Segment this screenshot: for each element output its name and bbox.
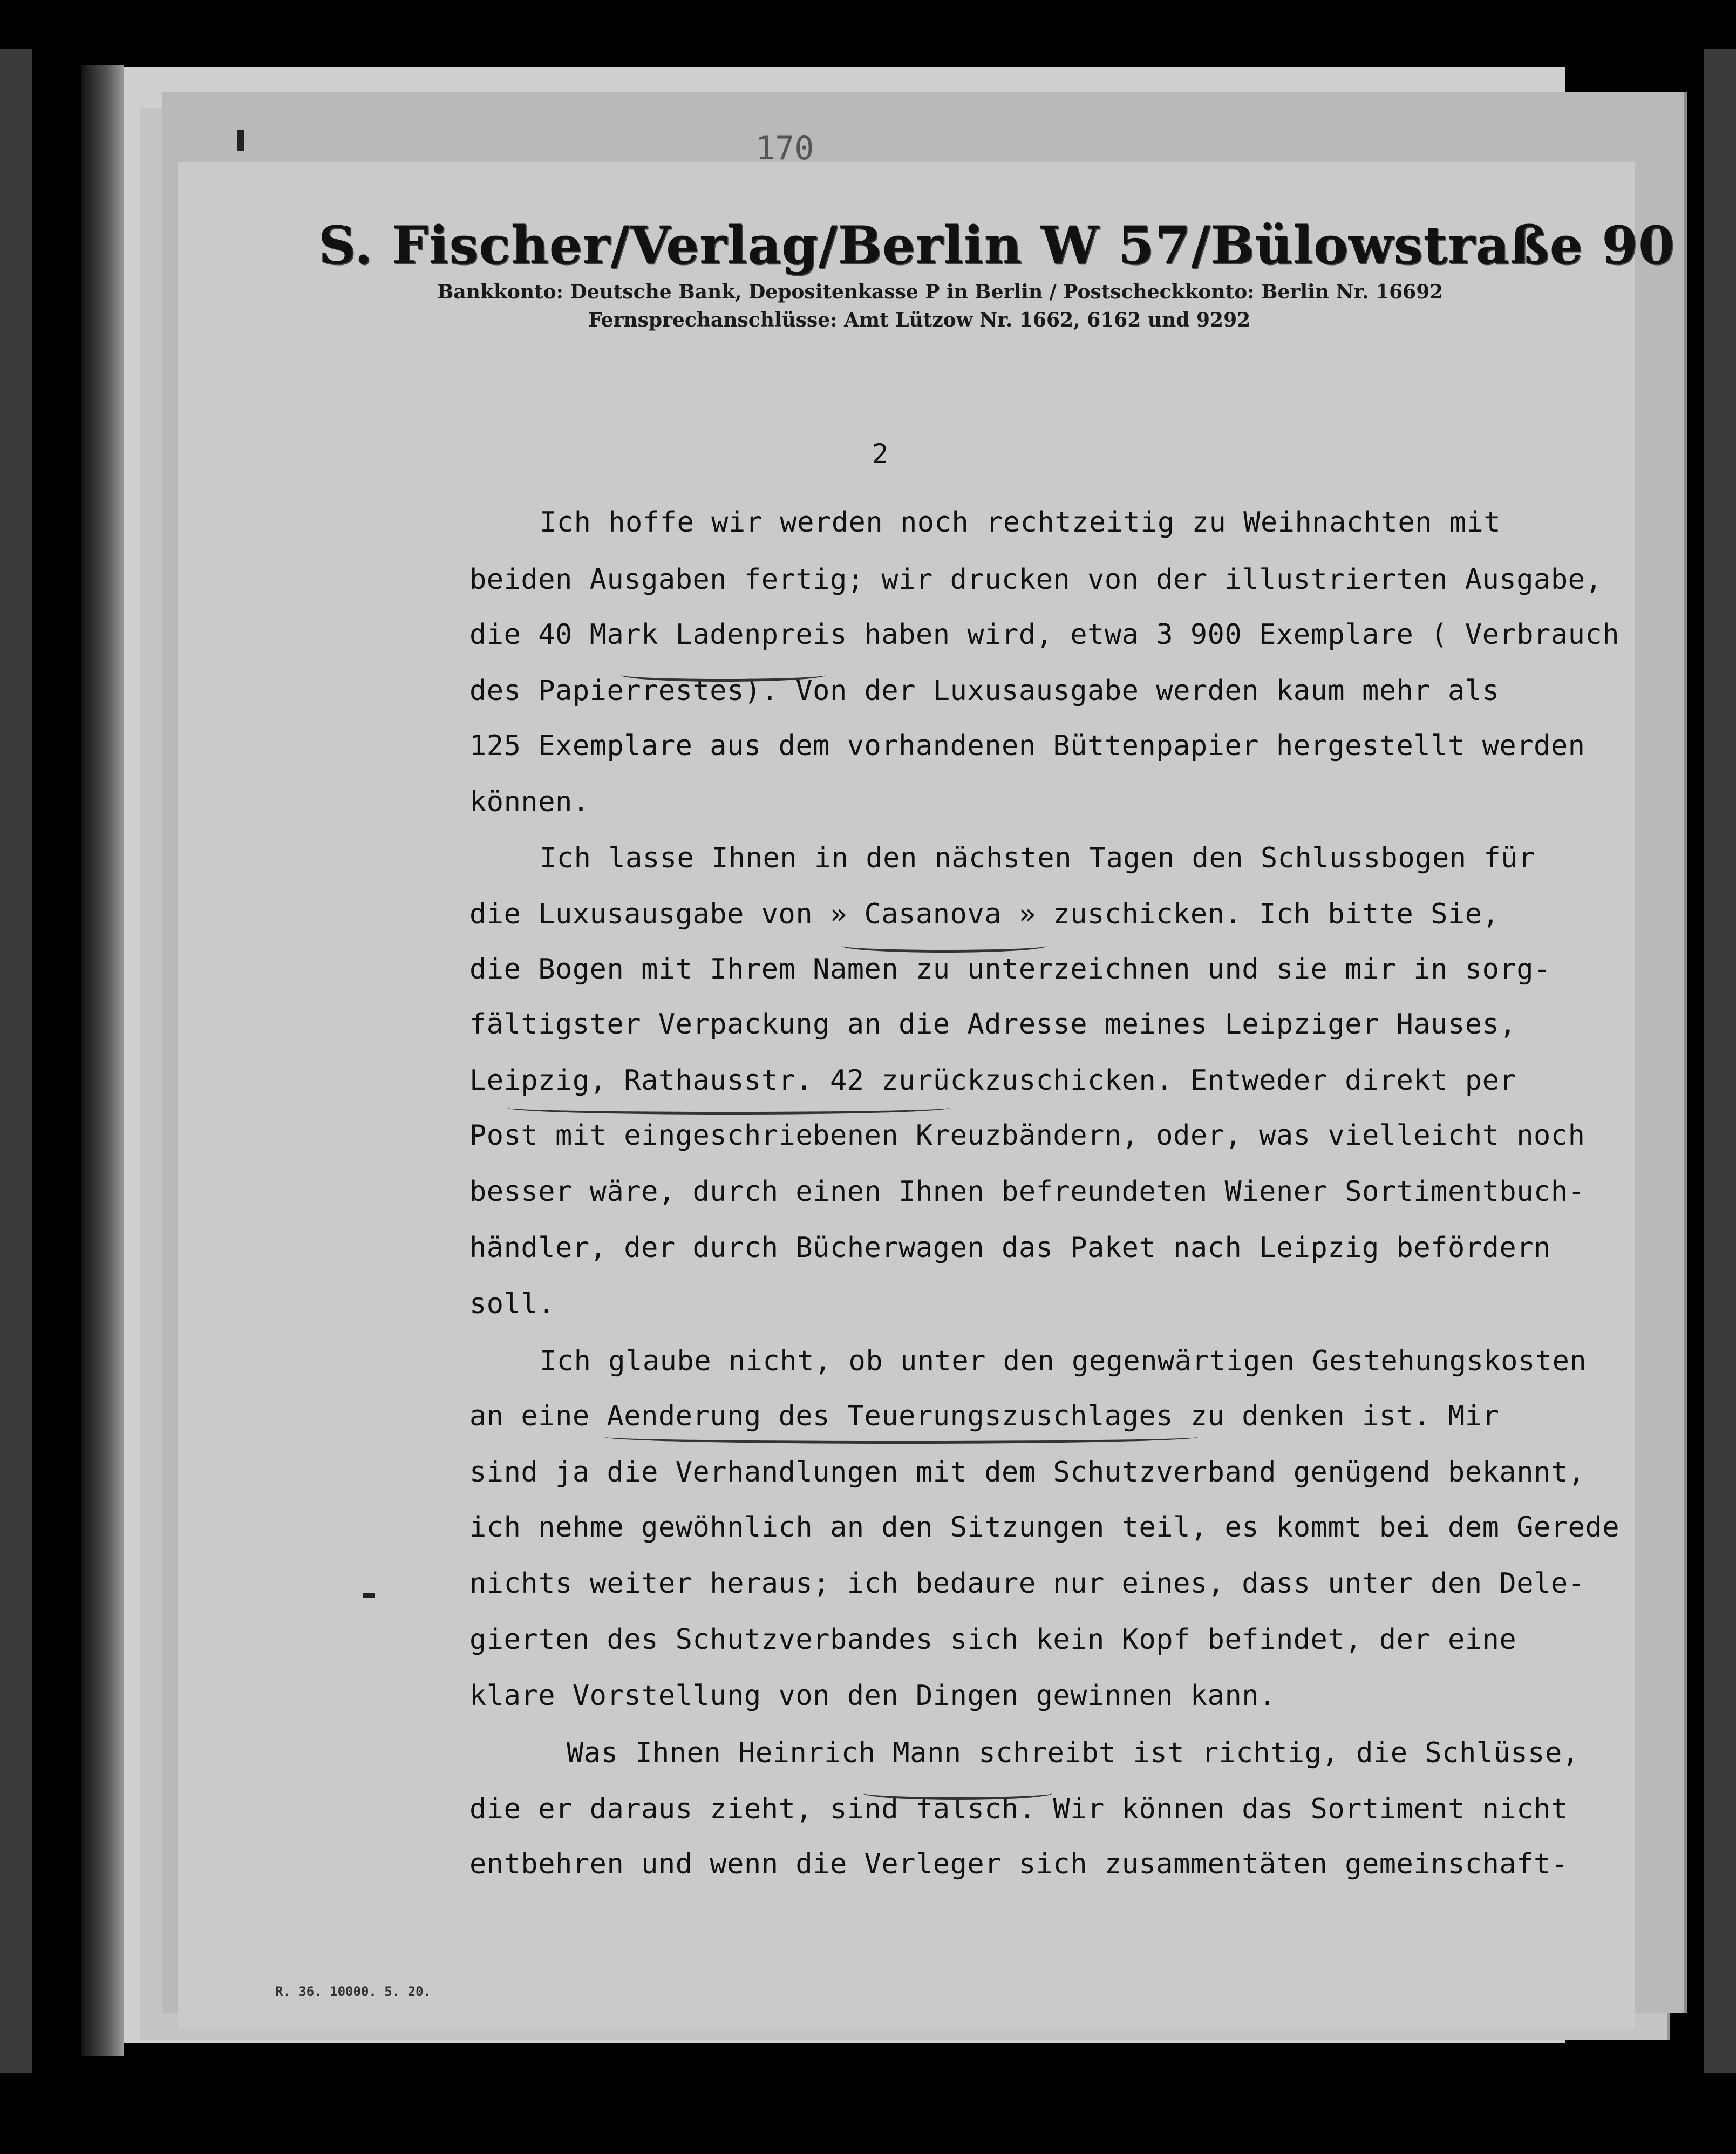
paper-clip-mark	[237, 130, 244, 151]
body-line: Leipzig, Rathausstr. 42 zurückzuschicken. Entweder direkt per	[469, 1064, 1517, 1097]
body-line: beiden Ausgaben fertig; wir drucken von der illustrierten Ausgabe,	[469, 563, 1603, 596]
body-line: händler, der durch Bücherwagen das Paket nach Leipzig befördern	[469, 1232, 1551, 1264]
body-line: die Bogen mit Ihrem Namen zu unterzeichnen und sie mir in sorg-	[469, 953, 1551, 986]
paper-stack-edge	[81, 65, 124, 2056]
body-line: des Papierrestes). Von der Luxusausgabe werden kaum mehr als	[469, 675, 1500, 707]
body-line: die er daraus zieht, sind falsch. Wir können das Sortiment nicht	[469, 1793, 1568, 1825]
body-line: nichts weiter heraus; ich bedaure nur eines, dass unter den Dele-	[469, 1567, 1585, 1600]
body-line: Ich glaube nicht, ob unter den gegenwärtigen Gestehungskosten	[540, 1345, 1587, 1377]
body-line: gierten des Schutzverbandes sich kein Kopf befindet, der eine	[469, 1623, 1517, 1656]
pencil-underline	[863, 1786, 1052, 1800]
page-number: 2	[872, 438, 889, 470]
pencil-underline	[604, 1430, 1198, 1444]
letterhead-phone-line: Fernsprechanschlüsse: Amt Lützow Nr. 1662, 6162 und 9292	[588, 309, 1251, 331]
body-line: Was Ihnen Heinrich Mann schreibt ist richtig, die Schlüsse,	[567, 1737, 1580, 1769]
body-line: Post mit eingeschriebenen Kreuzbändern, oder, was vielleicht noch	[469, 1119, 1585, 1152]
body-line: Ich hoffe wir werden noch rechtzeitig zu Weihnachten mit	[540, 506, 1501, 539]
body-line: die Luxusausgabe von » Casanova » zuschicken. Ich bitte Sie,	[469, 898, 1500, 930]
body-line: Ich lasse Ihnen in den nächsten Tagen den Schlussbogen für	[540, 842, 1535, 874]
body-line: können.	[469, 786, 590, 818]
print-run-mark: R. 36. 10000. 5. 20.	[275, 1984, 431, 1999]
body-line: die 40 Mark Ladenpreis haben wird, etwa 3 900 Exemplare ( Verbrauch	[469, 619, 1620, 651]
letterhead-title: S. Fischer/Verlag/Berlin W 57/Bülowstraße 90	[318, 215, 1675, 276]
body-line: ich nehme gewöhnlich an den Sitzungen teil, es kommt bei dem Gerede	[469, 1511, 1620, 1544]
body-line: entbehren und wenn die Verleger sich zusammentäten gemeinschaft-	[469, 1848, 1568, 1880]
body-line: an eine Aenderung des Teuerungszuschlages zu denken ist. Mir	[469, 1400, 1500, 1432]
archive-number: 170	[755, 130, 814, 167]
body-line: soll.	[469, 1288, 556, 1320]
pencil-underline	[507, 1101, 950, 1115]
body-line: sind ja die Verhandlungen mit dem Schutzverband genügend bekannt,	[469, 1456, 1585, 1489]
pencil-underline	[842, 939, 1047, 953]
body-line: klare Vorstellung von den Dingen gewinnen kann.	[469, 1680, 1276, 1712]
body-line: fältigster Verpackung an die Adresse meines Leipziger Hauses,	[469, 1008, 1517, 1041]
film-frame-left-edge	[0, 49, 32, 2073]
film-frame-right-edge	[1704, 49, 1736, 2073]
margin-mark	[363, 1593, 375, 1598]
pencil-underline	[621, 668, 826, 682]
body-line: besser wäre, durch einen Ihnen befreundeten Wiener Sortimentbuch-	[469, 1175, 1585, 1208]
letterhead-bank-line: Bankkonto: Deutsche Bank, Depositenkasse P in Berlin / Postscheckkonto: Berlin Nr. 16692	[437, 281, 1444, 303]
body-line: 125 Exemplare aus dem vorhandenen Büttenpapier hergestellt werden	[469, 730, 1585, 762]
